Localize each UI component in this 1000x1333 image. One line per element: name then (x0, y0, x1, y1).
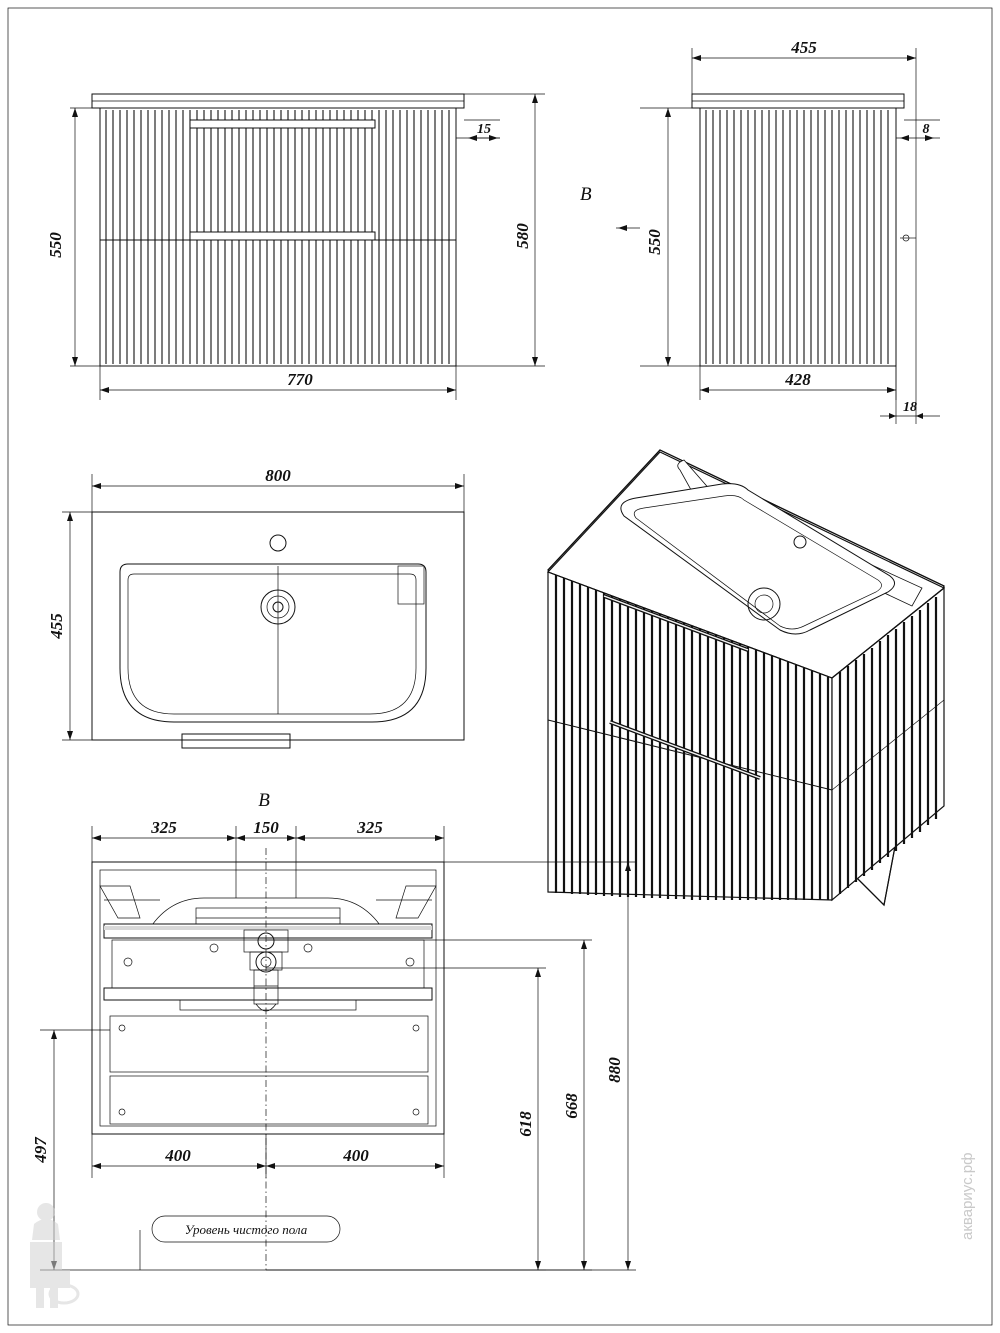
dim-plan-497: 497 (31, 1137, 50, 1163)
dim-side-gap-18: 18 (903, 400, 917, 415)
section-letter-b-plan: B (258, 790, 270, 811)
dim-plan-618: 618 (516, 1111, 535, 1137)
dim-plan-325-right: 325 (357, 818, 383, 837)
dim-side-gap-8: 8 (922, 122, 930, 137)
isometric-view (548, 450, 944, 905)
dim-side-depth-455: 455 (791, 38, 817, 57)
front-elevation-view (46, 94, 545, 400)
dim-plan-668: 668 (562, 1093, 581, 1119)
section-letter-b-side: B (580, 184, 592, 205)
mounting-plan-view (31, 790, 636, 1270)
watermark-text: аквариус.рф (959, 1152, 976, 1240)
dim-plan-325-left: 325 (151, 818, 177, 837)
top-view-basin (47, 466, 464, 748)
dim-side-height-550: 550 (645, 229, 664, 255)
floor-level-note: Уровень чистого пола (184, 1222, 308, 1237)
dim-plan-400-right: 400 (343, 1146, 369, 1165)
side-elevation-view (580, 38, 940, 424)
dim-top-depth-455: 455 (47, 613, 66, 639)
dim-top-width-800: 800 (265, 466, 291, 485)
dim-plan-150: 150 (253, 818, 279, 837)
dim-front-height-580: 580 (513, 223, 532, 249)
dim-front-overhang-15: 15 (477, 122, 491, 137)
dim-front-height-550: 550 (46, 232, 65, 258)
dim-plan-400-left: 400 (165, 1146, 191, 1165)
dim-side-depth-428: 428 (785, 370, 811, 389)
dim-front-width-770: 770 (287, 370, 313, 389)
dim-plan-880: 880 (605, 1057, 624, 1083)
